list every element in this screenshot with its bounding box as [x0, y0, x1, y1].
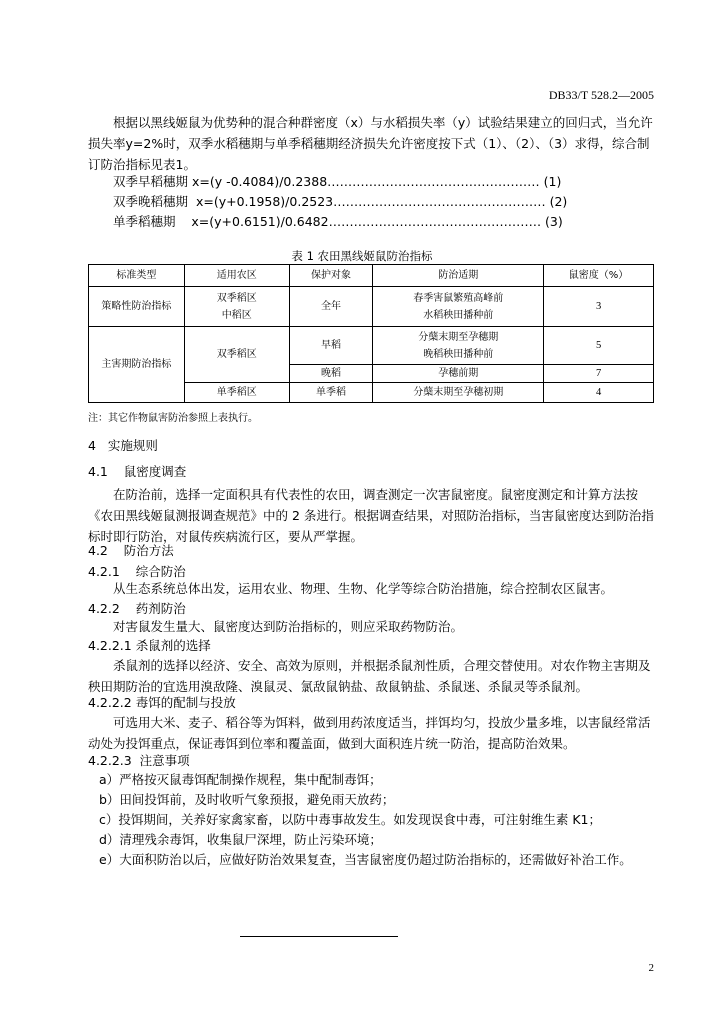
list-item: e）大面积防治以后，应做好防治效果复查，当害鼠密度仍超过防治指标的，还需做好补治工作。	[99, 852, 632, 867]
section-4-2-2-3-heading: 4.2.2.3 注意事项	[88, 753, 190, 768]
section-4-2-2-2-heading: 4.2.2.2 毒饵的配制与投放	[88, 695, 236, 710]
table-cell: 3	[544, 287, 654, 327]
table-cell: 早稻	[289, 327, 373, 365]
prevention-index-table	[88, 264, 654, 403]
table-cell: 单季稻	[289, 383, 373, 403]
list-item: d）清理残余毒饵，收集鼠尸深埋，防止污染环境；	[99, 832, 382, 847]
formula-2: 双季晚稻穗期 x=(y+0.1958)/0.2523…………………………………………… (2)	[113, 194, 568, 209]
header-cell: 保护对象	[289, 265, 373, 287]
list-item: b）田间投饵前，及时收听气象预报，避免雨天放药；	[99, 792, 395, 807]
table-cell: 分蘖末期至孕穗初期	[373, 383, 544, 403]
table-cell	[184, 287, 289, 327]
formula-3: 单季稻穗期 x=(y+0.6151)/0.6482…………………………………………… (3)	[113, 214, 563, 229]
table-cell	[373, 327, 544, 365]
header-cell: 防治适期	[373, 265, 544, 287]
table-cell: 主害期防治指标	[89, 327, 185, 403]
table-cell: 7	[544, 365, 654, 383]
header-cell: 鼠密度（%）	[544, 265, 654, 287]
intro-paragraph: 根据以黑线姬鼠为优势种的混合种群密度（x）与水稻损失率（y）试验结果建立的回归式，当允许损失率y=2%时，双季水稻穗期与单季稻穗期经济损失允许密度按下式（1）、（2）、（3）求得，综合制订防治指标见表1。	[88, 115, 653, 172]
header-cell: 标准类型	[89, 265, 185, 287]
section-4-2-2-2-body: 可选用大米、麦子、稻谷等为饵料，做到用药浓度适当，拌饵均匀，投放少量多堆，以害鼠经常活动处为投饵重点，保证毒饵到位率和覆盖面，做到大面积连片统一防治，提高防治效果。	[88, 715, 651, 751]
cell-line: 分蘖末期至孕穗期	[418, 331, 499, 343]
end-rule	[240, 936, 398, 937]
list-item: a）严格按灭鼠毒饵配制操作规程，集中配制毒饵；	[99, 772, 382, 787]
table-cell: 策略性防治指标	[89, 287, 185, 327]
cell-line: 中稻区	[221, 309, 252, 321]
section-4-1-body: 在防治前，选择一定面积具有代表性的农田，调查测定一次害鼠密度。鼠密度测定和计算方法按《农田黑线姬鼠测报调查规范》中的 2 条进行。根据调查结果，对照防治指标，当害鼠密度达到防治指标时即行防治，对鼠传疾病流行区，要从严掌握。	[88, 487, 654, 544]
table-cell: 孕穗前期	[373, 365, 544, 383]
page-number: 2	[648, 962, 654, 974]
cell-line: 双季稻区	[216, 292, 257, 304]
table-caption: 表 1 农田黑线姬鼠防治指标	[291, 249, 433, 263]
section-4-2-2-1-heading: 4.2.2.1 杀鼠剂的选择	[88, 638, 211, 653]
table-cell: 4	[544, 383, 654, 403]
formula-1: 双季早稻穗期 x=(y -0.4084)/0.2388…………………………………………… (1)	[113, 174, 562, 189]
table-cell: 双季稻区	[184, 327, 289, 383]
document-code: DB33/T 528.2—2005	[548, 88, 654, 102]
table-row	[89, 327, 654, 365]
table-cell: 晚稻	[289, 365, 373, 383]
section-4-2-2-1-body: 杀鼠剂的选择以经济、安全、高效为原则，并根据杀鼠剂性质，合理交替使用。对农作物主害期及秧田期防治的宜选用溴敌隆、溴鼠灵、氯敌鼠钠盐、敌鼠钠盐、杀鼠迷、杀鼠灵等杀鼠剂。	[88, 658, 651, 694]
section-4-2-2-heading: 4.2.2 药剂防治	[88, 601, 186, 616]
table-cell: 单季稻区	[184, 383, 289, 403]
section-4-2-1-body: 从生态系统总体出发，运用农业、物理、生物、化学等综合防治措施，综合控制农区鼠害。	[113, 581, 614, 596]
table-row	[89, 287, 654, 327]
section-4-2-heading: 4.2 防治方法	[88, 543, 174, 558]
table-cell: 5	[544, 327, 654, 365]
table-cell	[373, 287, 544, 327]
header-cell: 适用农区	[184, 265, 289, 287]
cell-line: 晚稻秧田播种前	[423, 348, 494, 360]
list-item: c）投饵期间，关养好家禽家畜，以防中毒事故发生。如发现误食中毒，可注射维生素 K1；	[99, 812, 601, 827]
section-4-title: 4 实施规则	[88, 438, 158, 453]
table-cell: 全年	[289, 287, 373, 327]
section-4-1-heading: 4.1 鼠密度调查	[88, 464, 187, 479]
section-4-2-2-body: 对害鼠发生量大、鼠密度达到防治指标的，则应采取药物防治。	[113, 619, 464, 634]
cell-line: 水稻秧田播种前	[423, 309, 494, 321]
section-4-2-1-heading: 4.2.1 综合防治	[88, 564, 186, 579]
table-note: 注：其它作物鼠害防治参照上表执行。	[88, 413, 258, 424]
table-header-row	[89, 265, 654, 287]
cell-line: 春季害鼠繁殖高峰前	[413, 292, 504, 304]
